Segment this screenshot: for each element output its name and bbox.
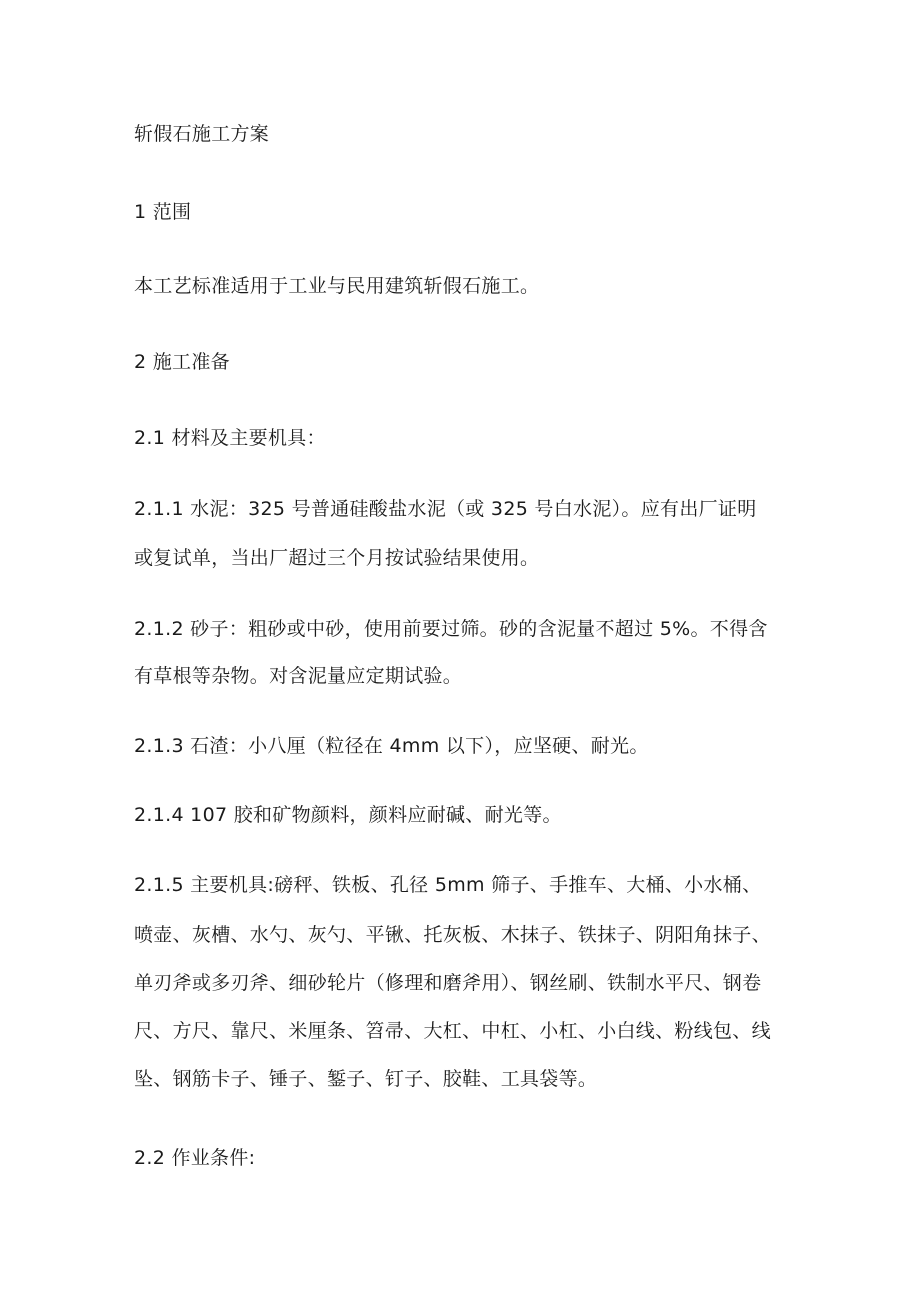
item-2-1-3-line-1: 2.1.3 石渣：小八厘（粒径在 4mm 以下），应坚硬、耐光。 (134, 735, 649, 757)
item-2-1-5-line-4: 尺、方尺、靠尺、米厘条、笤帚、大杠、中杠、小杠、小白线、粉线包、线 (134, 1020, 771, 1042)
scope-paragraph: 本工艺标准适用于工业与民用建筑斩假石施工。 (134, 275, 540, 297)
subsection-heading-conditions: 2.2 作业条件: (134, 1147, 256, 1169)
item-2-1-5-line-5: 坠、钢筋卡子、锤子、錾子、钉子、胶鞋、工具袋等。 (134, 1068, 598, 1090)
item-2-1-5-line-2: 喷壶、灰槽、水勺、灰勺、平锹、托灰板、木抹子、铁抹子、阴阳角抹子、 (134, 924, 771, 946)
item-2-1-1-line-1: 2.1.1 水泥：325 号普通硅酸盐水泥（或 325 号白水泥）。应有出厂证明 (134, 498, 757, 520)
document-title: 斩假石施工方案 (134, 123, 270, 145)
item-2-1-5-line-3: 单刃斧或多刃斧、细砂轮片（修理和磨斧用）、钢丝刷、铁制水平尺、钢卷 (134, 972, 762, 994)
subsection-heading-materials: 2.1 材料及主要机具： (134, 427, 326, 449)
item-2-1-5-line-1: 2.1.5 主要机具:磅秤、铁板、孔径 5mm 筛子、手推车、大桶、小水桶、 (134, 874, 762, 896)
section-heading-scope: 1 范围 (134, 201, 192, 223)
item-2-1-1-line-2: 或复试单，当出厂超过三个月按试验结果使用。 (134, 547, 540, 569)
item-2-1-2-line-1: 2.1.2 砂子：粗砂或中砂，使用前要过筛。砂的含泥量不超过 5%。不得含 (134, 618, 768, 640)
item-2-1-2-line-2: 有草根等杂物。对含泥量应定期试验。 (134, 665, 463, 687)
item-2-1-4-line-1: 2.1.4 107 胶和矿物颜料，颜料应耐碱、耐光等。 (134, 804, 562, 826)
section-heading-preparation: 2 施工准备 (134, 351, 230, 373)
